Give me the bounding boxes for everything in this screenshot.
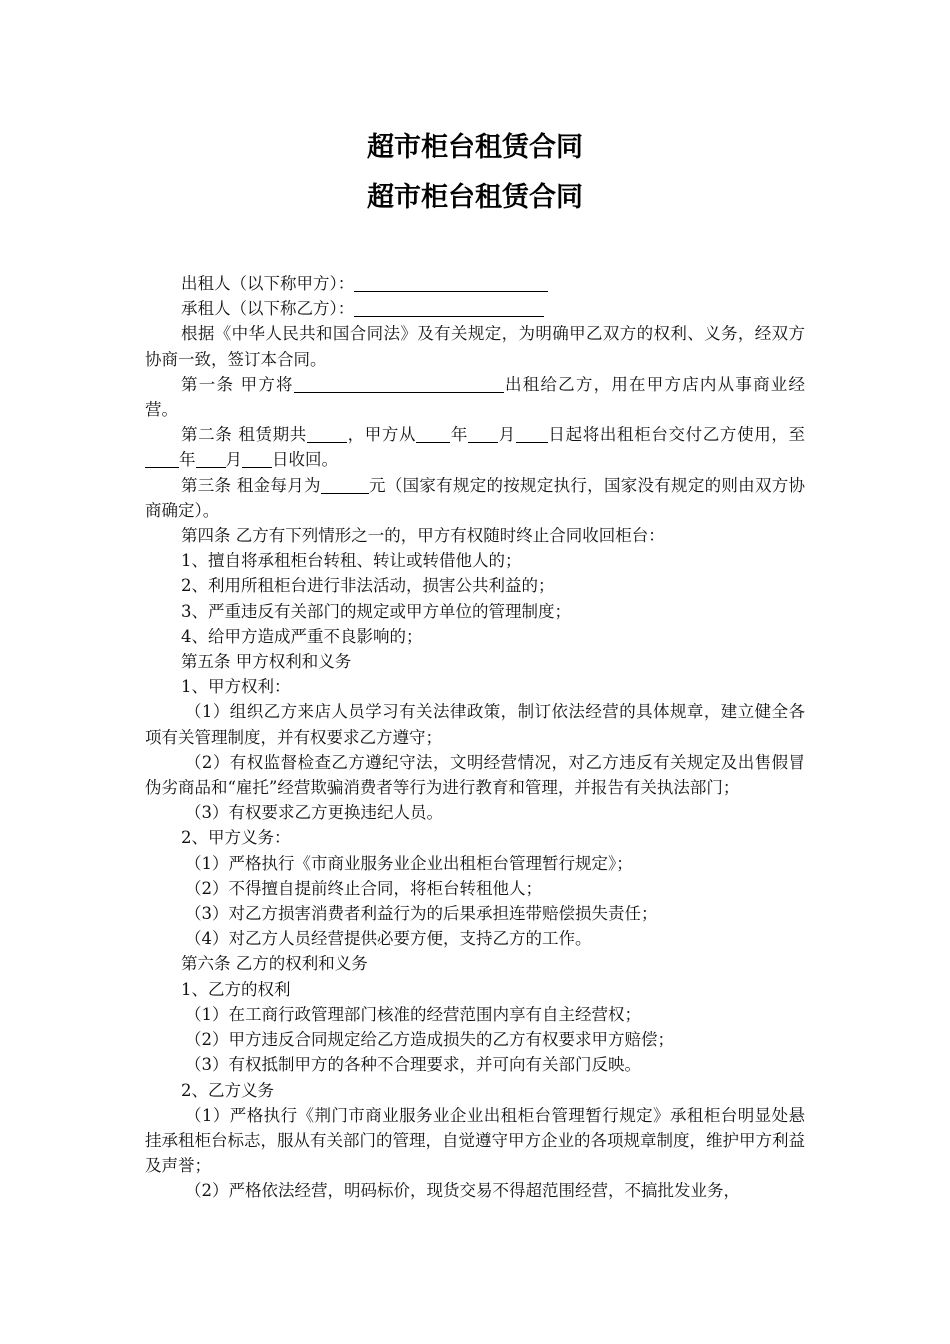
article-3	[145, 473, 805, 523]
contract-body	[145, 271, 805, 1204]
lessee-rights-heading: 1、乙方的权利	[181, 979, 291, 999]
article-4-item-4: 4、给甲方造成严重不良影响的；	[181, 626, 423, 646]
lessor-duties-heading: 2、甲方义务：	[181, 828, 291, 848]
lessee-right-1: （1）在工商行政管理部门核准的经营范围内享有自主经营权；	[185, 1004, 641, 1024]
article-2-text-d: 月	[497, 425, 516, 445]
article-1-text-a: 第一条 甲方将	[181, 374, 294, 394]
lessor-right-1: （1）组织乙方来店人员学习有关法律政策，制订依法经营的具体规章，建立健全各项有关管理制度，并有权要求乙方遵守；	[145, 702, 805, 747]
article-1	[145, 372, 805, 422]
lessor-right-3: （3）有权要求乙方更换违纪人员。	[185, 803, 443, 823]
lessor-duty-2: （2）不得擅自提前终止合同，将柜台转租他人；	[185, 878, 542, 898]
lessor-rights-heading: 1、甲方权利：	[181, 677, 291, 697]
article-2-text-e: 日起将出租柜台交付乙方使用，至	[547, 425, 806, 445]
lessee-blank	[354, 298, 544, 317]
article-3-text-a: 第三条 租金每月为	[181, 475, 321, 495]
intro-paragraph: 根据《中华人民共和国合同法》及有关规定，为明确甲乙双方的权利、义务，经双方协商一致，签订本合同。	[145, 324, 805, 369]
lessor-label: 出租人（以下称甲方）：	[181, 274, 355, 293]
premises-blank	[294, 374, 504, 393]
lessee-duties-heading: 2、乙方义务	[181, 1080, 274, 1100]
start-day-blank	[516, 424, 548, 443]
lessor-blank	[354, 273, 548, 292]
lessee-duty-2: （2）严格依法经营，明码标价，现货交易不得超范围经营，不搞批发业务，	[185, 1181, 740, 1201]
document-title: 超市柜台租赁合同	[367, 132, 583, 163]
article-3-text-b: 元（国家有规定的按规定执行，国家没有规定的则由双方协商确定）。	[145, 475, 806, 520]
lessor-right-2: （2）有权监督检查乙方遵纪守法，文明经营情况，对乙方违反有关规定及出售假冒伪劣商品和“雇托”经营欺骗消费者等行为进行教育和管理，并报告有关执法部门；	[145, 752, 805, 798]
article-2-text-a: 第二条 租赁期共	[181, 425, 307, 445]
document-title-repeat: 超市柜台租赁合同	[367, 182, 583, 213]
lessor-duty-1: （1）严格执行《市商业服务业企业出租柜台管理暂行规定》；	[185, 853, 633, 873]
article-2-text-h: 日收回。	[272, 450, 338, 470]
article-2-text-g: 月	[225, 450, 242, 470]
rent-blank	[321, 475, 369, 494]
lessee-right-3: （3）有权抵制甲方的各种不合理要求，并可向有关部门反映。	[185, 1055, 641, 1075]
article-1-text-b: 出租给乙方，用在甲方店内从事商业经营。	[145, 374, 805, 420]
article-4-heading: 第四条 乙方有下列情形之一的，甲方有权随时终止合同收回柜台：	[181, 526, 665, 546]
lessor-duty-3: （3）对乙方损害消费者利益行为的后果承担连带赔偿损失责任；	[185, 904, 658, 924]
article-6-heading: 第六条 乙方的权利和义务	[181, 954, 368, 974]
lessor-duty-4: （4）对乙方人员经营提供必要方便，支持乙方的工作。	[185, 929, 592, 949]
lessor-line	[145, 271, 805, 296]
end-day-blank	[242, 449, 272, 468]
article-2-text-c: 年	[450, 425, 468, 445]
article-4-item-3: 3、严重违反有关部门的规定或甲方单位的管理制度；	[181, 601, 571, 621]
article-4-item-1: 1、擅自将承租柜台转租、转让或转借他人的；	[181, 551, 522, 571]
article-2-text-f: 年	[179, 450, 196, 470]
start-year-blank	[416, 424, 450, 443]
lessee-right-2: （2）甲方违反合同规定给乙方造成损失的乙方有权要求甲方赔偿；	[185, 1030, 674, 1050]
article-5-heading: 第五条 甲方权利和义务	[181, 652, 352, 672]
lessee-line	[145, 296, 805, 321]
term-blank	[307, 424, 347, 443]
end-year-blank	[145, 449, 179, 468]
start-month-blank	[468, 424, 498, 443]
article-2	[145, 422, 805, 472]
lessee-duty-1: （1）严格执行《荆门市商业服务业企业出租柜台管理暂行规定》承租柜台明显处悬挂承租柜台标志，服从有关部门的管理，自觉遵守甲方企业的各项规章制度，维护甲方利益及声誉；	[145, 1105, 805, 1176]
lessee-label: 承租人（以下称乙方）：	[181, 299, 355, 319]
end-month-blank	[196, 449, 226, 468]
article-4-item-2: 2、利用所租柜台进行非法活动，损害公共利益的；	[181, 576, 555, 596]
article-2-text-b: ，甲方从	[346, 425, 417, 445]
